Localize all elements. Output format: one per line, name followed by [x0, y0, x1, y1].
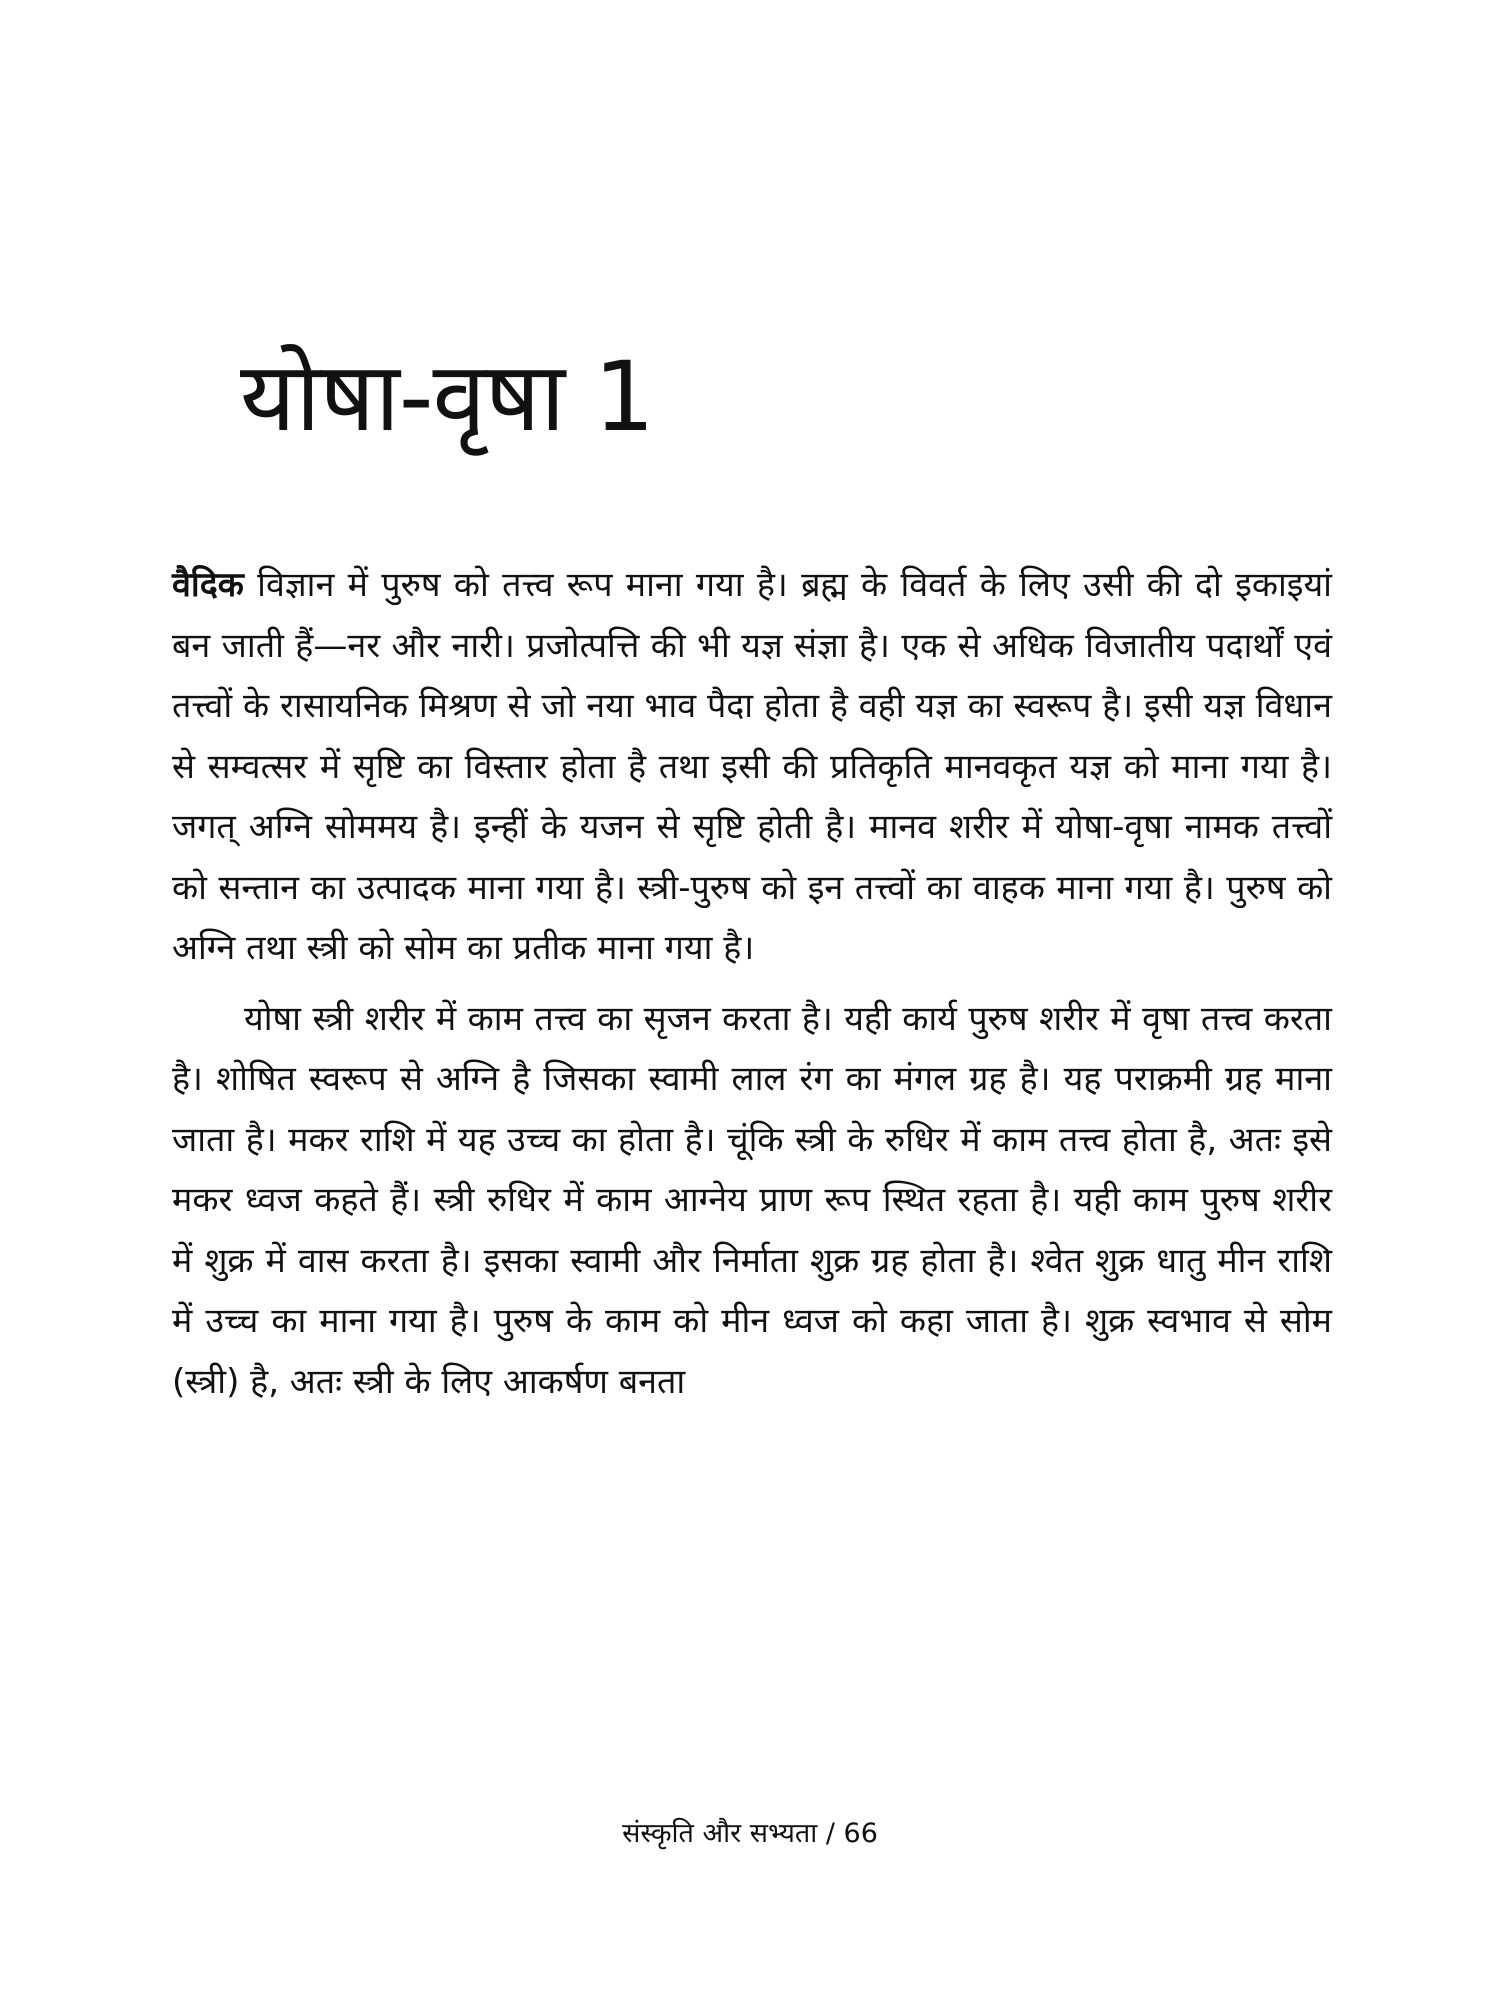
paragraph-1: [172, 555, 1332, 979]
chapter-title: योषा-वृषा 1: [240, 341, 654, 453]
page-footer: संस्कृति और सभ्यता / 66: [622, 1818, 878, 1849]
paragraph-2-text: योषा स्त्री शरीर में काम तत्त्व का सृजन करता है। यही कार्य पुरुष शरीर में वृषा तत्त्व करता है। शोषित स्वरूप से अग्नि है जिसका स्वामी लाल रंग का मंगल ग्रह है। यह पराक्रमी ग्रह माना जाता है। मकर राशि में यह उच्च का होता है। चूंकि स्त्री के रुधिर में काम तत्त्व होता है, अतः इसे मकर ध्वज कहते हैं। स्त्री रुधिर में काम आग्नेय प्राण रूप स्थित रहता है। यही काम पुरुष शरीर में शुक्र में वास करता है। इसका स्वामी और निर्माता शुक्र ग्रह होता है। श्वेत शुक्र धातु मीन राशि में उच्च का माना गया है। पुरुष के काम को मीन ध्वज को कहा जाता है। शुक्र स्वभाव से सोम (स्त्री) है, अतः स्त्री के लिए आकर्षण बनता: [172, 998, 1332, 1402]
paragraph-1-text: विज्ञान में पुरुष को तत्त्व रूप माना गया है। ब्रह्म के विवर्त के लिए उसी की दो इकाइयां बन जाती हैं—नर और नारी। प्रजोत्पत्ति की भी यज्ञ संज्ञा है। एक से अधिक विजातीय पदार्थों एवं तत्त्वों के रासायनिक मिश्रण से जो नया भाव पैदा होता है वही यज्ञ का स्वरूप है। इसी यज्ञ विधान से सम्वत्सर में सृष्टि का विस्तार होता है तथा इसी की प्रतिकृति मानवकृत यज्ञ को माना गया है। जगत् अग्नि सोममय है। इन्हीं के यजन से सृष्टि होती है। मानव शरीर में योषा-वृषा नामक तत्त्वों को सन्तान का उत्पादक माना गया है। स्त्री-पुरुष को इन तत्त्वों का वाहक माना गया है। पुरुष को अग्नि तथा स्त्री को सोम का प्रतीक माना गया है।: [172, 565, 1332, 968]
paragraph-lead-word: वैदिक: [172, 565, 244, 605]
paragraph-2: [172, 989, 1332, 1413]
body-text: [172, 555, 1332, 1412]
